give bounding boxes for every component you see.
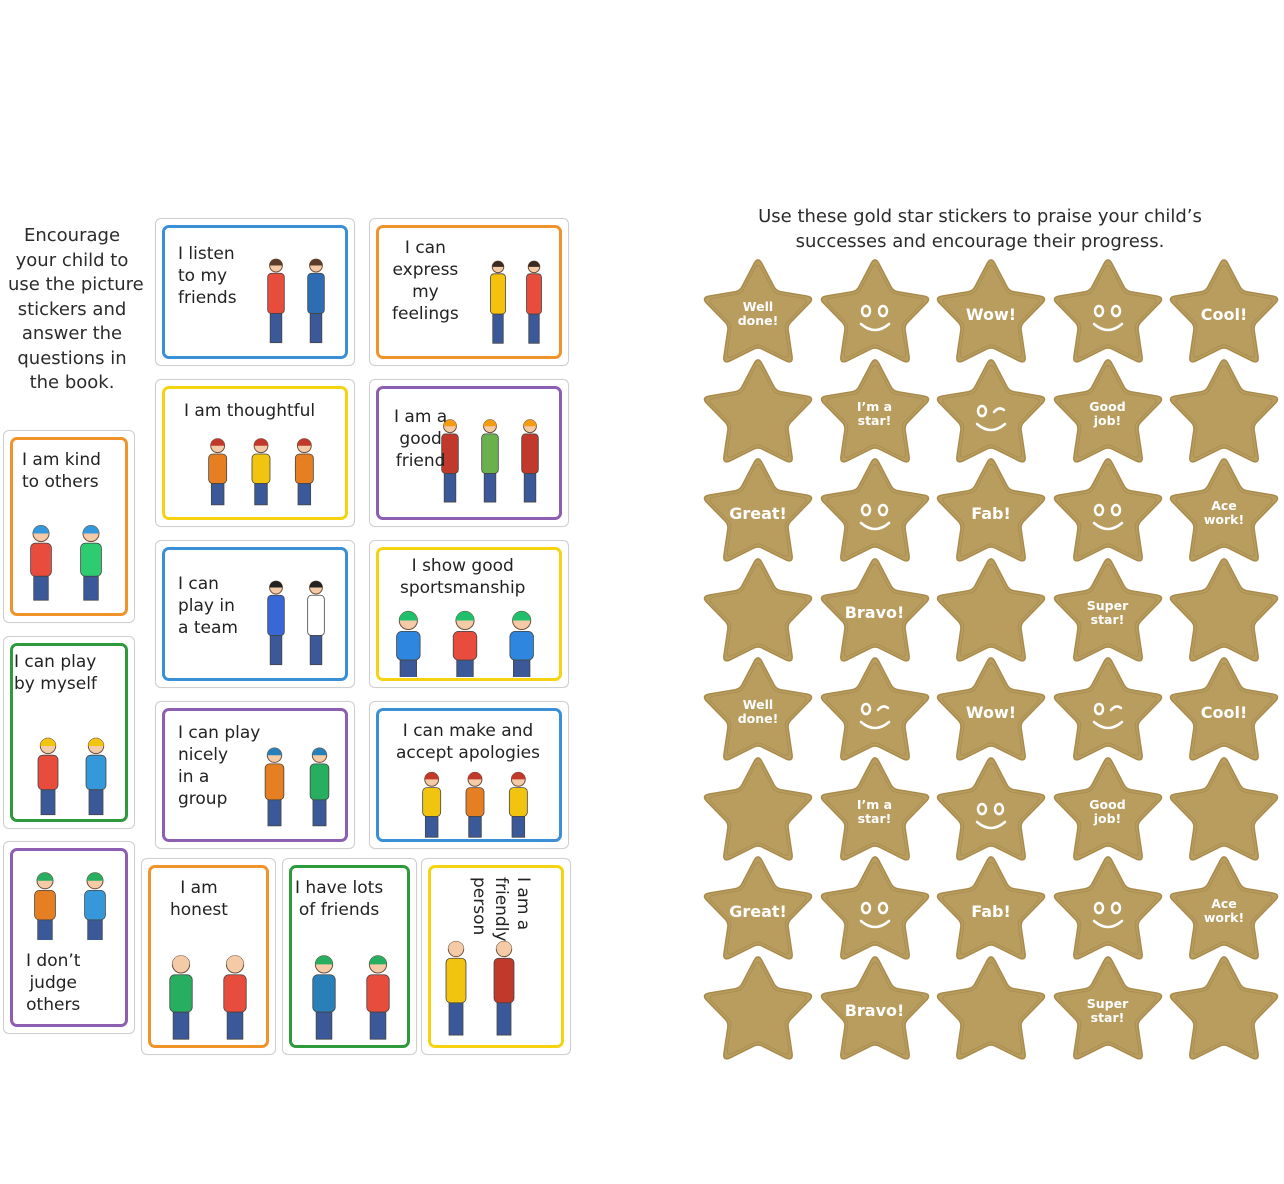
star-shape bbox=[1166, 356, 1282, 468]
star-sticker-label: Ace work! bbox=[1203, 498, 1245, 527]
gold-star-sticker bbox=[933, 455, 1049, 567]
star-sticker-text bbox=[1050, 754, 1166, 866]
gold-star-sticker bbox=[933, 654, 1049, 766]
star-sticker-label: Great! bbox=[729, 901, 787, 921]
sticker-label bbox=[184, 400, 315, 422]
gold-star-sticker bbox=[1166, 754, 1282, 866]
sticker-label-line: sportsmanship bbox=[400, 578, 526, 598]
gold-star-sticker bbox=[700, 953, 816, 1065]
picture-sticker bbox=[155, 701, 355, 849]
sticker-label bbox=[295, 877, 383, 921]
pulling-wagon-illustration bbox=[16, 509, 116, 601]
gold-star-sticker bbox=[1166, 853, 1282, 965]
gold-star-sticker bbox=[700, 256, 816, 368]
sticker-label bbox=[22, 449, 101, 493]
ball-game-illustration bbox=[252, 730, 342, 830]
sticker-label-line: judge bbox=[29, 973, 77, 993]
star-shape bbox=[700, 555, 816, 667]
star-sticker-label: Great! bbox=[729, 503, 787, 523]
gold-star-sticker-sheet bbox=[700, 256, 1280, 1076]
sticker-label-line: I am a bbox=[513, 877, 533, 931]
star-shape bbox=[817, 654, 933, 766]
star-shape bbox=[817, 455, 933, 567]
sticker-label-line: I am thoughtful bbox=[184, 401, 316, 421]
star-sticker-text bbox=[933, 853, 1049, 965]
gold-star-sticker bbox=[933, 555, 1049, 667]
star-sticker-text bbox=[1166, 455, 1282, 567]
intro-line: the book. bbox=[29, 372, 115, 393]
gold-star-sticker bbox=[1166, 356, 1282, 468]
sticker-label-line: play in bbox=[178, 596, 235, 616]
star-sticker-label: Fab! bbox=[971, 503, 1011, 523]
star-shape bbox=[700, 754, 816, 866]
sticker-label bbox=[396, 720, 540, 764]
sticker-label bbox=[178, 722, 260, 810]
star-sticker-label: I’m a star! bbox=[856, 796, 893, 826]
star-sticker-text bbox=[817, 555, 933, 667]
intro-line: questions in bbox=[17, 347, 127, 369]
sticker-label-line: accept apologies bbox=[396, 743, 540, 763]
children-on-wall-illustration bbox=[430, 400, 550, 510]
intro-line: answer the bbox=[21, 323, 123, 344]
sticker-label-line: I am kind bbox=[22, 450, 101, 470]
sticker-label bbox=[468, 877, 534, 942]
sticker-label bbox=[26, 950, 80, 1016]
star-sticker-text bbox=[1050, 555, 1166, 667]
intro-text bbox=[8, 224, 144, 396]
sticker-label-line: I can make and bbox=[402, 721, 534, 741]
sticker-label-line: feelings bbox=[392, 304, 459, 324]
sticker-label bbox=[400, 555, 525, 599]
picture-sticker bbox=[155, 379, 355, 527]
sticker-label-line: good bbox=[399, 429, 442, 449]
gold-star-sticker bbox=[700, 754, 816, 866]
building-blocks-illustration bbox=[24, 721, 120, 817]
star-sticker-label: Well done! bbox=[737, 697, 779, 726]
gold-star-sticker bbox=[817, 654, 933, 766]
sticker-label-line: I can bbox=[404, 238, 446, 258]
picture-sticker bbox=[155, 540, 355, 688]
picture-sticker bbox=[369, 540, 569, 688]
gold-star-sticker bbox=[817, 455, 933, 567]
sticker-label bbox=[178, 573, 238, 639]
sticker-label-line: I have lots bbox=[295, 878, 384, 898]
picture-sticker bbox=[3, 430, 135, 623]
intro-line: your child to bbox=[15, 249, 129, 271]
gold-star-sticker bbox=[933, 953, 1049, 1065]
gold-star-sticker bbox=[1166, 256, 1282, 368]
sticker-label-line: I am a bbox=[394, 407, 448, 427]
sticker-label-line: express bbox=[392, 260, 459, 280]
boy-on-crutches-illustration bbox=[20, 858, 120, 940]
gold-star-sticker bbox=[1166, 654, 1282, 766]
sticker-label-line: by myself bbox=[14, 674, 97, 694]
sticker-label-line: honest bbox=[170, 900, 228, 920]
gold-star-sticker bbox=[700, 853, 816, 965]
picture-sticker bbox=[421, 858, 571, 1055]
caption-line: Use these gold star stickers to praise your child’s bbox=[758, 206, 1202, 227]
football-team-illustration bbox=[256, 561, 336, 673]
picture-sticker bbox=[369, 379, 569, 527]
sticker-label-line: friends bbox=[178, 288, 237, 308]
gold-star-sticker bbox=[817, 853, 933, 965]
tennis-handshake-illustration bbox=[380, 597, 550, 677]
gold-star-sticker bbox=[817, 754, 933, 866]
star-sticker-text bbox=[700, 853, 816, 965]
star-sticker-label: Cool! bbox=[1200, 702, 1248, 722]
star-sticker-label: Wow! bbox=[965, 304, 1017, 324]
star-sticker-text bbox=[1050, 953, 1166, 1065]
picture-sticker bbox=[3, 841, 135, 1034]
two-children-talking-illustration bbox=[256, 239, 336, 351]
sticker-label-line: I am bbox=[180, 878, 218, 898]
star-shape bbox=[1050, 853, 1166, 965]
gold-star-sticker bbox=[933, 356, 1049, 468]
gold-star-sticker bbox=[700, 555, 816, 667]
picture-sticker bbox=[282, 858, 417, 1055]
girl-expressing-feelings-illustration bbox=[480, 241, 552, 353]
gold-star-sticker bbox=[700, 654, 816, 766]
sticker-label-line: I can play bbox=[14, 652, 97, 672]
gold-star-sticker bbox=[700, 356, 816, 468]
star-sticker-text bbox=[1166, 256, 1282, 368]
sticker-label-line: nicely bbox=[178, 745, 229, 765]
gold-star-sticker bbox=[817, 256, 933, 368]
sticker-label-line: friendly bbox=[491, 877, 511, 942]
star-sticker-text bbox=[1166, 853, 1282, 965]
gold-star-sticker bbox=[700, 455, 816, 567]
sticker-label bbox=[392, 237, 459, 325]
sticker-label-line: a team bbox=[178, 618, 238, 638]
sticker-label-line: I listen bbox=[178, 244, 235, 264]
star-sticker-label: Ace work! bbox=[1203, 896, 1245, 925]
gold-star-sticker bbox=[817, 555, 933, 667]
gold-star-sticker bbox=[817, 953, 933, 1065]
star-shape bbox=[1050, 256, 1166, 368]
star-shape bbox=[1050, 654, 1166, 766]
gold-star-sticker bbox=[1050, 356, 1166, 468]
sticker-label-line: I show good bbox=[411, 556, 514, 576]
gold-star-sticker bbox=[1050, 654, 1166, 766]
star-shape bbox=[817, 853, 933, 965]
sticker-label-line: friend bbox=[395, 451, 446, 471]
star-sticker-text bbox=[1050, 356, 1166, 468]
gold-star-sticker bbox=[1166, 953, 1282, 1065]
boy-with-flower-illustration bbox=[154, 937, 262, 1041]
star-shape bbox=[817, 256, 933, 368]
sticker-label-line: my bbox=[412, 282, 439, 302]
star-sticker-label: Wow! bbox=[965, 702, 1017, 722]
star-sticker-label: Super star! bbox=[1086, 597, 1129, 627]
star-shape bbox=[700, 356, 816, 468]
gold-star-sticker bbox=[1050, 256, 1166, 368]
star-shape bbox=[933, 754, 1049, 866]
sticker-label-line: I can play bbox=[178, 723, 261, 743]
star-sticker-text bbox=[933, 654, 1049, 766]
sticker-label-line: group bbox=[178, 789, 228, 809]
sticker-label-line: person bbox=[469, 877, 489, 936]
star-sticker-text bbox=[700, 256, 816, 368]
sticker-label bbox=[170, 877, 228, 921]
sticker-label-line: others bbox=[26, 995, 81, 1015]
gold-star-sticker bbox=[933, 256, 1049, 368]
sticker-label-line: in a bbox=[178, 767, 210, 787]
star-sticker-label: Fab! bbox=[971, 901, 1011, 921]
gold-star-sticker bbox=[933, 853, 1049, 965]
star-sticker-label: Good job! bbox=[1089, 796, 1126, 826]
star-shape bbox=[933, 953, 1049, 1065]
star-sticker-text bbox=[933, 455, 1049, 567]
caption-line: successes and encourage their progress. bbox=[795, 231, 1165, 252]
star-sticker-label: Cool! bbox=[1200, 304, 1248, 324]
star-shape bbox=[700, 953, 816, 1065]
apology-illustration bbox=[410, 758, 540, 838]
gold-star-sticker bbox=[1166, 555, 1282, 667]
star-sticker-text bbox=[817, 356, 933, 468]
sticker-label-line: I can bbox=[178, 574, 219, 594]
star-sticker-text bbox=[1166, 654, 1282, 766]
star-sticker-label: Bravo! bbox=[844, 1001, 905, 1020]
star-sticker-label: Super star! bbox=[1086, 995, 1129, 1025]
gold-star-sticker bbox=[817, 356, 933, 468]
gold-star-sticker bbox=[1050, 853, 1166, 965]
sticker-label-line: to others bbox=[22, 472, 99, 492]
intro-line: stickers and bbox=[17, 298, 127, 320]
sticker-label-line: I don’t bbox=[26, 951, 81, 971]
gold-star-sticker bbox=[1050, 555, 1166, 667]
star-sticker-text bbox=[817, 754, 933, 866]
gold-star-sticker bbox=[1050, 754, 1166, 866]
picture-sticker bbox=[369, 701, 569, 849]
gold-star-sticker bbox=[1166, 455, 1282, 567]
sticker-label-line: of friends bbox=[298, 900, 380, 920]
picture-sticker bbox=[155, 218, 355, 366]
star-shape bbox=[1166, 754, 1282, 866]
gold-star-sticker bbox=[1050, 455, 1166, 567]
children-sharing-boots-illustration bbox=[196, 424, 326, 506]
picture-sticker bbox=[141, 858, 276, 1055]
star-sticker-text bbox=[700, 455, 816, 567]
star-shape bbox=[1166, 555, 1282, 667]
intro-line: use the picture bbox=[8, 274, 144, 295]
star-sticker-label: I’m a star! bbox=[856, 398, 893, 428]
star-stickers-caption bbox=[700, 204, 1260, 254]
picture-sticker bbox=[3, 636, 135, 829]
star-shape bbox=[933, 356, 1049, 468]
group-of-friends-illustration bbox=[297, 937, 405, 1041]
star-sticker-label: Good job! bbox=[1089, 398, 1126, 428]
gold-star-sticker bbox=[1050, 953, 1166, 1065]
picture-sticker bbox=[369, 218, 569, 366]
sticker-label-line: to my bbox=[178, 266, 228, 286]
star-shape bbox=[1050, 455, 1166, 567]
gold-star-sticker bbox=[933, 754, 1049, 866]
star-sticker-text bbox=[933, 256, 1049, 368]
sticker-label bbox=[178, 243, 237, 309]
intro-line: Encourage bbox=[23, 225, 121, 246]
sticker-label bbox=[394, 406, 447, 472]
star-sticker-text bbox=[817, 953, 933, 1065]
star-shape bbox=[933, 555, 1049, 667]
sticker-label bbox=[14, 651, 97, 695]
star-sticker-label: Bravo! bbox=[844, 603, 905, 622]
star-sticker-label: Well done! bbox=[737, 299, 779, 328]
star-sticker-text bbox=[700, 654, 816, 766]
star-shape bbox=[1166, 953, 1282, 1065]
